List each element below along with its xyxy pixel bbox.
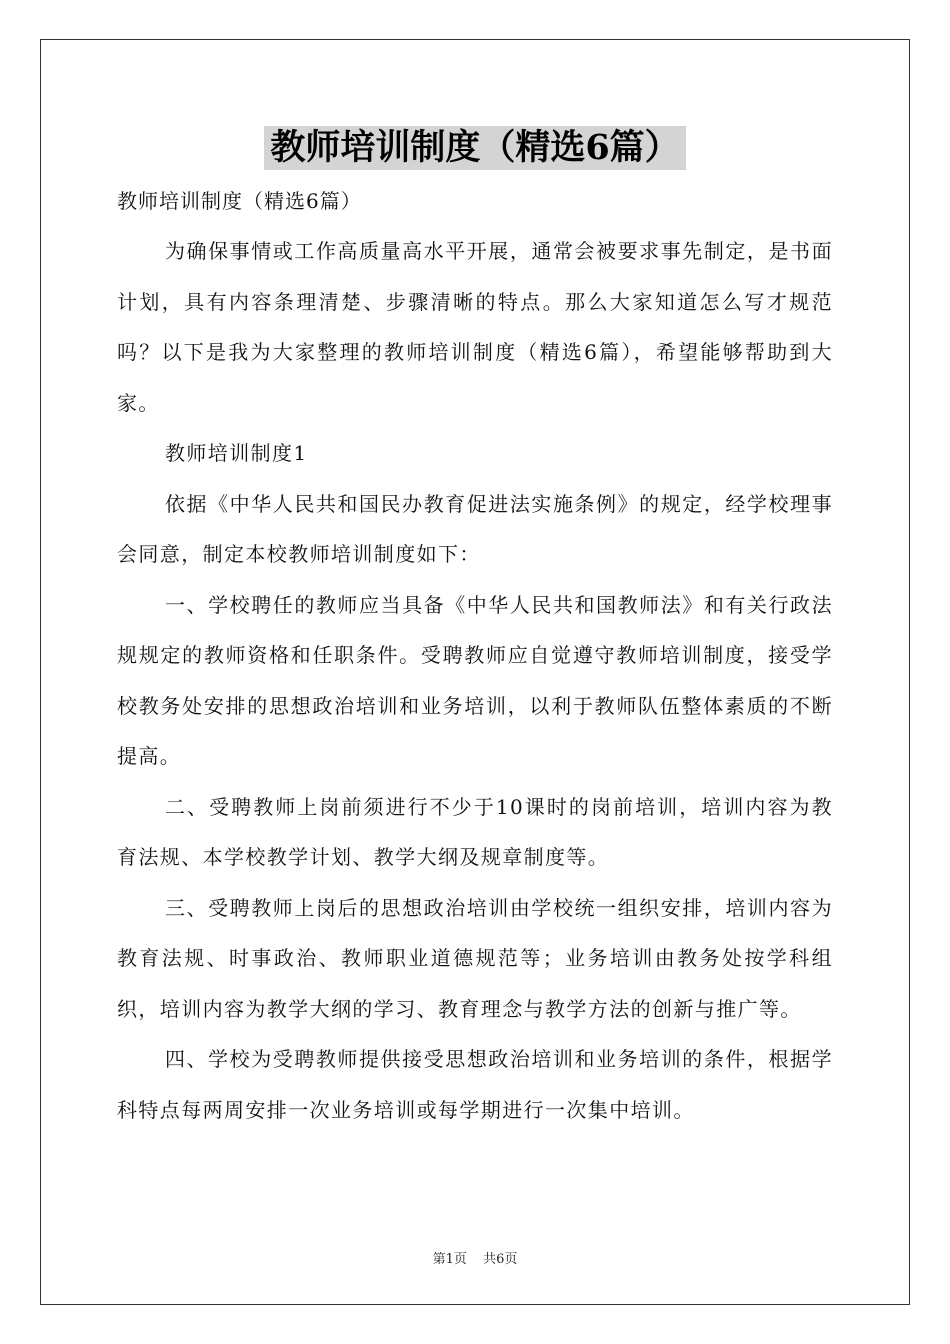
paragraph-intro: 为确保事情或工作高质量高水平开展，通常会被要求事先制定，是书面计划，具有内容条理清楚、步骤清晰的特点。那么大家知道怎么写才规范吗？以下是我为大家整理的教师培训制度（精选6篇），希望能够帮助到大家。: [117, 239, 833, 415]
paragraph-item-2: 二、受聘教师上岗前须进行不少于10课时的岗前培训，培训内容为教育法规、本学校教学计划、教学大纲及规章制度等。: [117, 794, 833, 869]
paragraph-basis: 依据《中华人民共和国民办教育促进法实施条例》的规定，经学校理事会同意，制定本校教师培训制度如下：: [117, 491, 833, 566]
title-wrap: [0, 126, 950, 170]
document-body: [117, 176, 833, 1135]
document-title: 教师培训制度（精选6篇）: [264, 126, 685, 170]
page-footer: [0, 1248, 950, 1267]
page-total: 共6页: [483, 1252, 518, 1267]
paragraph-item-3: 三、受聘教师上岗后的思想政治培训由学校统一组织安排，培训内容为教育法规、时事政治、教师职业道德规范等；业务培训由教务处按学科组织，培训内容为教学大纲的学习、教育理念与教学方法的创新与推广等。: [117, 895, 833, 1021]
document-subtitle: 教师培训制度（精选6篇）: [117, 189, 362, 213]
paragraph-item-1: 一、学校聘任的教师应当具备《中华人民共和国教师法》和有关行政法规规定的教师资格和任职条件。受聘教师应自觉遵守教师培训制度，接受学校教务处安排的思想政治培训和业务培训，以利于教师队伍整体素质的不断提高。: [117, 592, 833, 768]
section-heading: 教师培训制度1: [165, 441, 308, 465]
paragraph-item-4: 四、学校为受聘教师提供接受思想政治培训和业务培训的条件，根据学科特点每两周安排一次业务培训或每学期进行一次集中培训。: [117, 1047, 833, 1122]
page-number: 第1页: [432, 1252, 467, 1267]
